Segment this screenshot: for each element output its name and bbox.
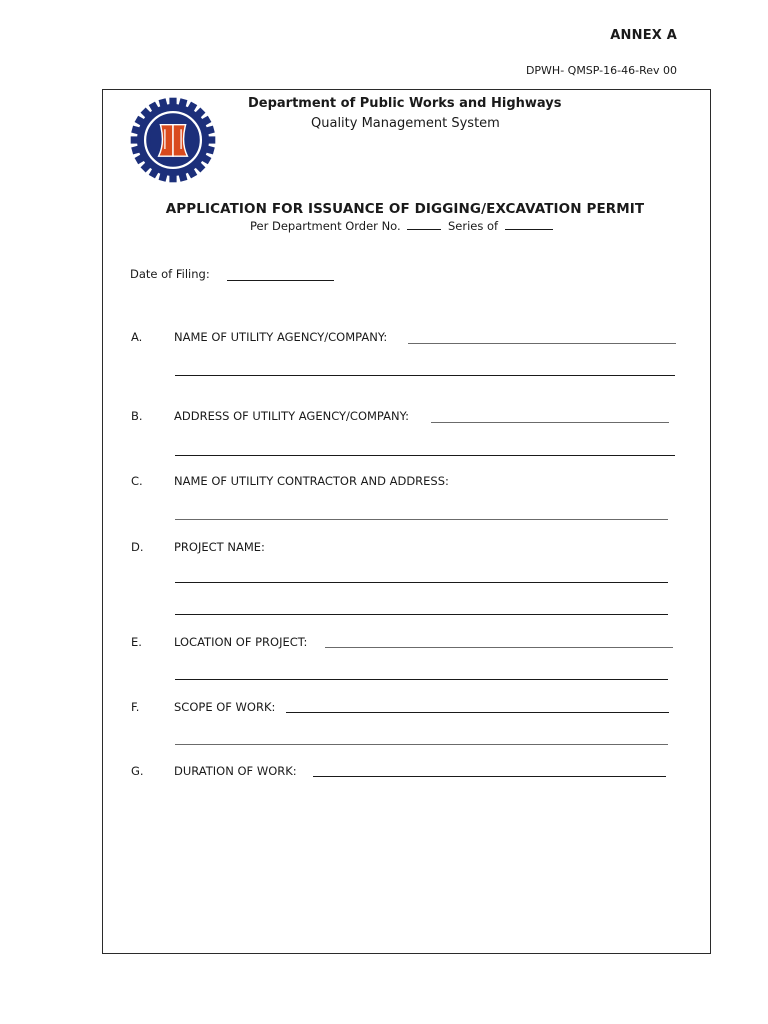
item-letter: G. xyxy=(131,764,144,778)
order-series: Series of xyxy=(447,219,499,233)
item-letter: A. xyxy=(131,330,143,344)
agency-name-field[interactable] xyxy=(408,343,676,344)
item-label: PROJECT NAME: xyxy=(174,540,265,554)
item-letter: F. xyxy=(131,700,140,714)
date-of-filing-label: Date of Filing: xyxy=(130,267,210,281)
item-label: LOCATION OF PROJECT: xyxy=(174,635,308,649)
project-name-field[interactable] xyxy=(175,582,668,583)
quality-system-name: Quality Management System xyxy=(311,116,500,131)
agency-name-field-2[interactable] xyxy=(175,375,675,376)
scope-of-work-field[interactable] xyxy=(286,712,669,713)
item-label: SCOPE OF WORK: xyxy=(174,700,276,714)
agency-address-field[interactable] xyxy=(431,422,669,423)
project-name-field-2[interactable] xyxy=(175,614,668,615)
department-order-line xyxy=(250,219,556,233)
item-label: NAME OF UTILITY AGENCY/COMPANY: xyxy=(174,330,388,344)
scope-of-work-field-2[interactable] xyxy=(175,744,668,745)
item-label: ADDRESS OF UTILITY AGENCY/COMPANY: xyxy=(174,409,409,423)
series-blank[interactable] xyxy=(505,219,553,230)
project-location-field[interactable] xyxy=(325,647,673,648)
order-prefix: Per Department Order No. xyxy=(250,219,401,233)
project-location-field-2[interactable] xyxy=(175,679,668,680)
form-title: APPLICATION FOR ISSUANCE OF DIGGING/EXCAVATION PERMIT xyxy=(165,201,645,217)
item-label: DURATION OF WORK: xyxy=(174,764,297,778)
item-letter: C. xyxy=(131,474,143,488)
item-label: NAME OF UTILITY CONTRACTOR AND ADDRESS: xyxy=(174,474,449,488)
duration-of-work-field[interactable] xyxy=(313,776,666,777)
date-of-filing-field[interactable] xyxy=(227,280,334,281)
contractor-field[interactable] xyxy=(175,519,668,520)
document-number: DPWH- QMSP-16-46-Rev 00 xyxy=(525,64,677,77)
annex-label: ANNEX A xyxy=(610,28,677,43)
agency-address-field-2[interactable] xyxy=(175,455,675,456)
item-letter: B. xyxy=(131,409,143,423)
item-letter: E. xyxy=(131,635,142,649)
order-number-blank[interactable] xyxy=(407,219,441,230)
dpwh-seal-icon xyxy=(128,95,218,185)
department-name: Department of Public Works and Highways xyxy=(248,96,562,111)
item-letter: D. xyxy=(131,540,144,554)
